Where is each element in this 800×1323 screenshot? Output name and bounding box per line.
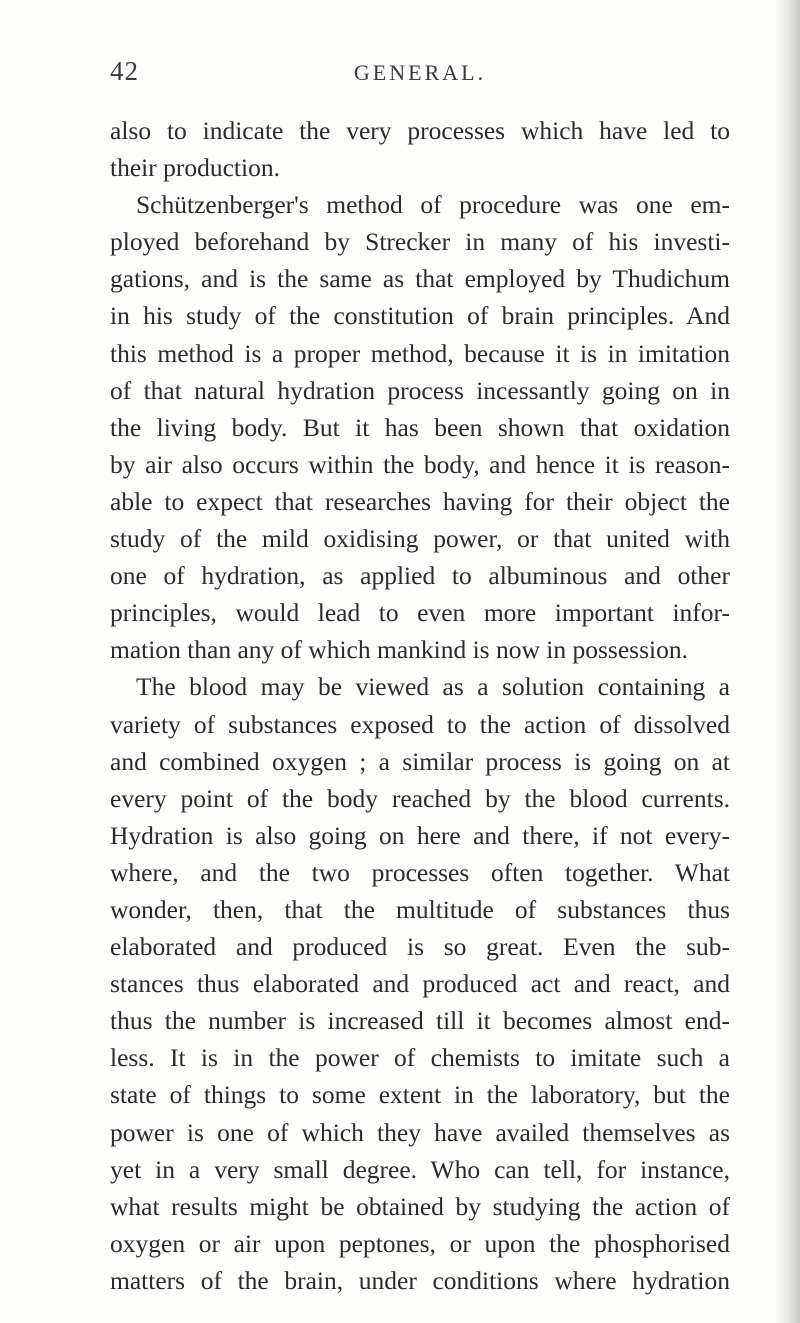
text-line: less. It is in the power of chemists to imitate such a [110, 1043, 730, 1073]
text-line: mation than any of which mankind is now in possession. [110, 635, 688, 665]
text-line: every point of the body reached by the blood currents. [110, 783, 730, 813]
text-line: gations, and is the same as that employed by Thudichum [110, 264, 730, 294]
text-line: this method is a proper method, because it is in imitation [110, 338, 730, 368]
text-line: in his study of the constitution of brain principles. And [110, 301, 730, 331]
text-line: principles, would lead to even more important infor- [110, 598, 730, 628]
text-line: yet in a very small degree. Who can tell, for instance, [110, 1154, 730, 1184]
text-line: stances thus elaborated and produced act and react, and [110, 969, 730, 999]
text-line: and combined oxygen ; a similar process is going on at [110, 746, 730, 776]
text-line: Hydration is also going on here and there, if not every- [110, 820, 730, 850]
text-line: variety of substances exposed to the action of dissolved [110, 709, 730, 739]
body-text [110, 112, 730, 1299]
text-line: what results might be obtained by studying the action of [110, 1191, 730, 1221]
running-title: GENERAL. [353, 60, 487, 85]
text-line: one of hydration, as applied to albuminous and other [110, 561, 730, 591]
text-line: power is one of which they have availed themselves as [110, 1117, 730, 1147]
text-line: also to indicate the very processes which have led to [110, 116, 730, 145]
text-line: state of things to some extent in the laboratory, but the [110, 1080, 730, 1110]
text-line: matters of the brain, under conditions where hydration [110, 1265, 730, 1295]
running-head [110, 56, 730, 96]
text-line: study of the mild oxidising power, or that united with [110, 524, 730, 554]
text-line: wonder, then, that the multitude of substances thus [110, 894, 730, 924]
page-number: 42 [110, 56, 139, 86]
text-line: elaborated and produced is so great. Even the sub- [110, 932, 730, 962]
text-line: oxygen or air upon peptones, or upon the phosphorised [110, 1228, 730, 1258]
text-line: The blood may be viewed as a solution containing a [136, 672, 730, 702]
text-line: the living body. But it has been shown that oxidation [110, 412, 730, 442]
text-line: their production. [110, 153, 280, 183]
text-line: Schützenberger's method of procedure was one em- [136, 190, 730, 220]
text-line: where, and the two processes often together. What [110, 857, 730, 887]
text-line: thus the number is increased till it becomes almost end- [110, 1006, 730, 1036]
text-line: able to expect that researches having for their object the [110, 486, 730, 516]
text-line: of that natural hydration process incessantly going on in [110, 375, 730, 405]
spine-shadow [774, 0, 800, 1323]
text-line: by air also occurs within the body, and hence it is reason- [110, 449, 730, 479]
text-line: ployed beforehand by Strecker in many of his investi- [110, 227, 730, 257]
